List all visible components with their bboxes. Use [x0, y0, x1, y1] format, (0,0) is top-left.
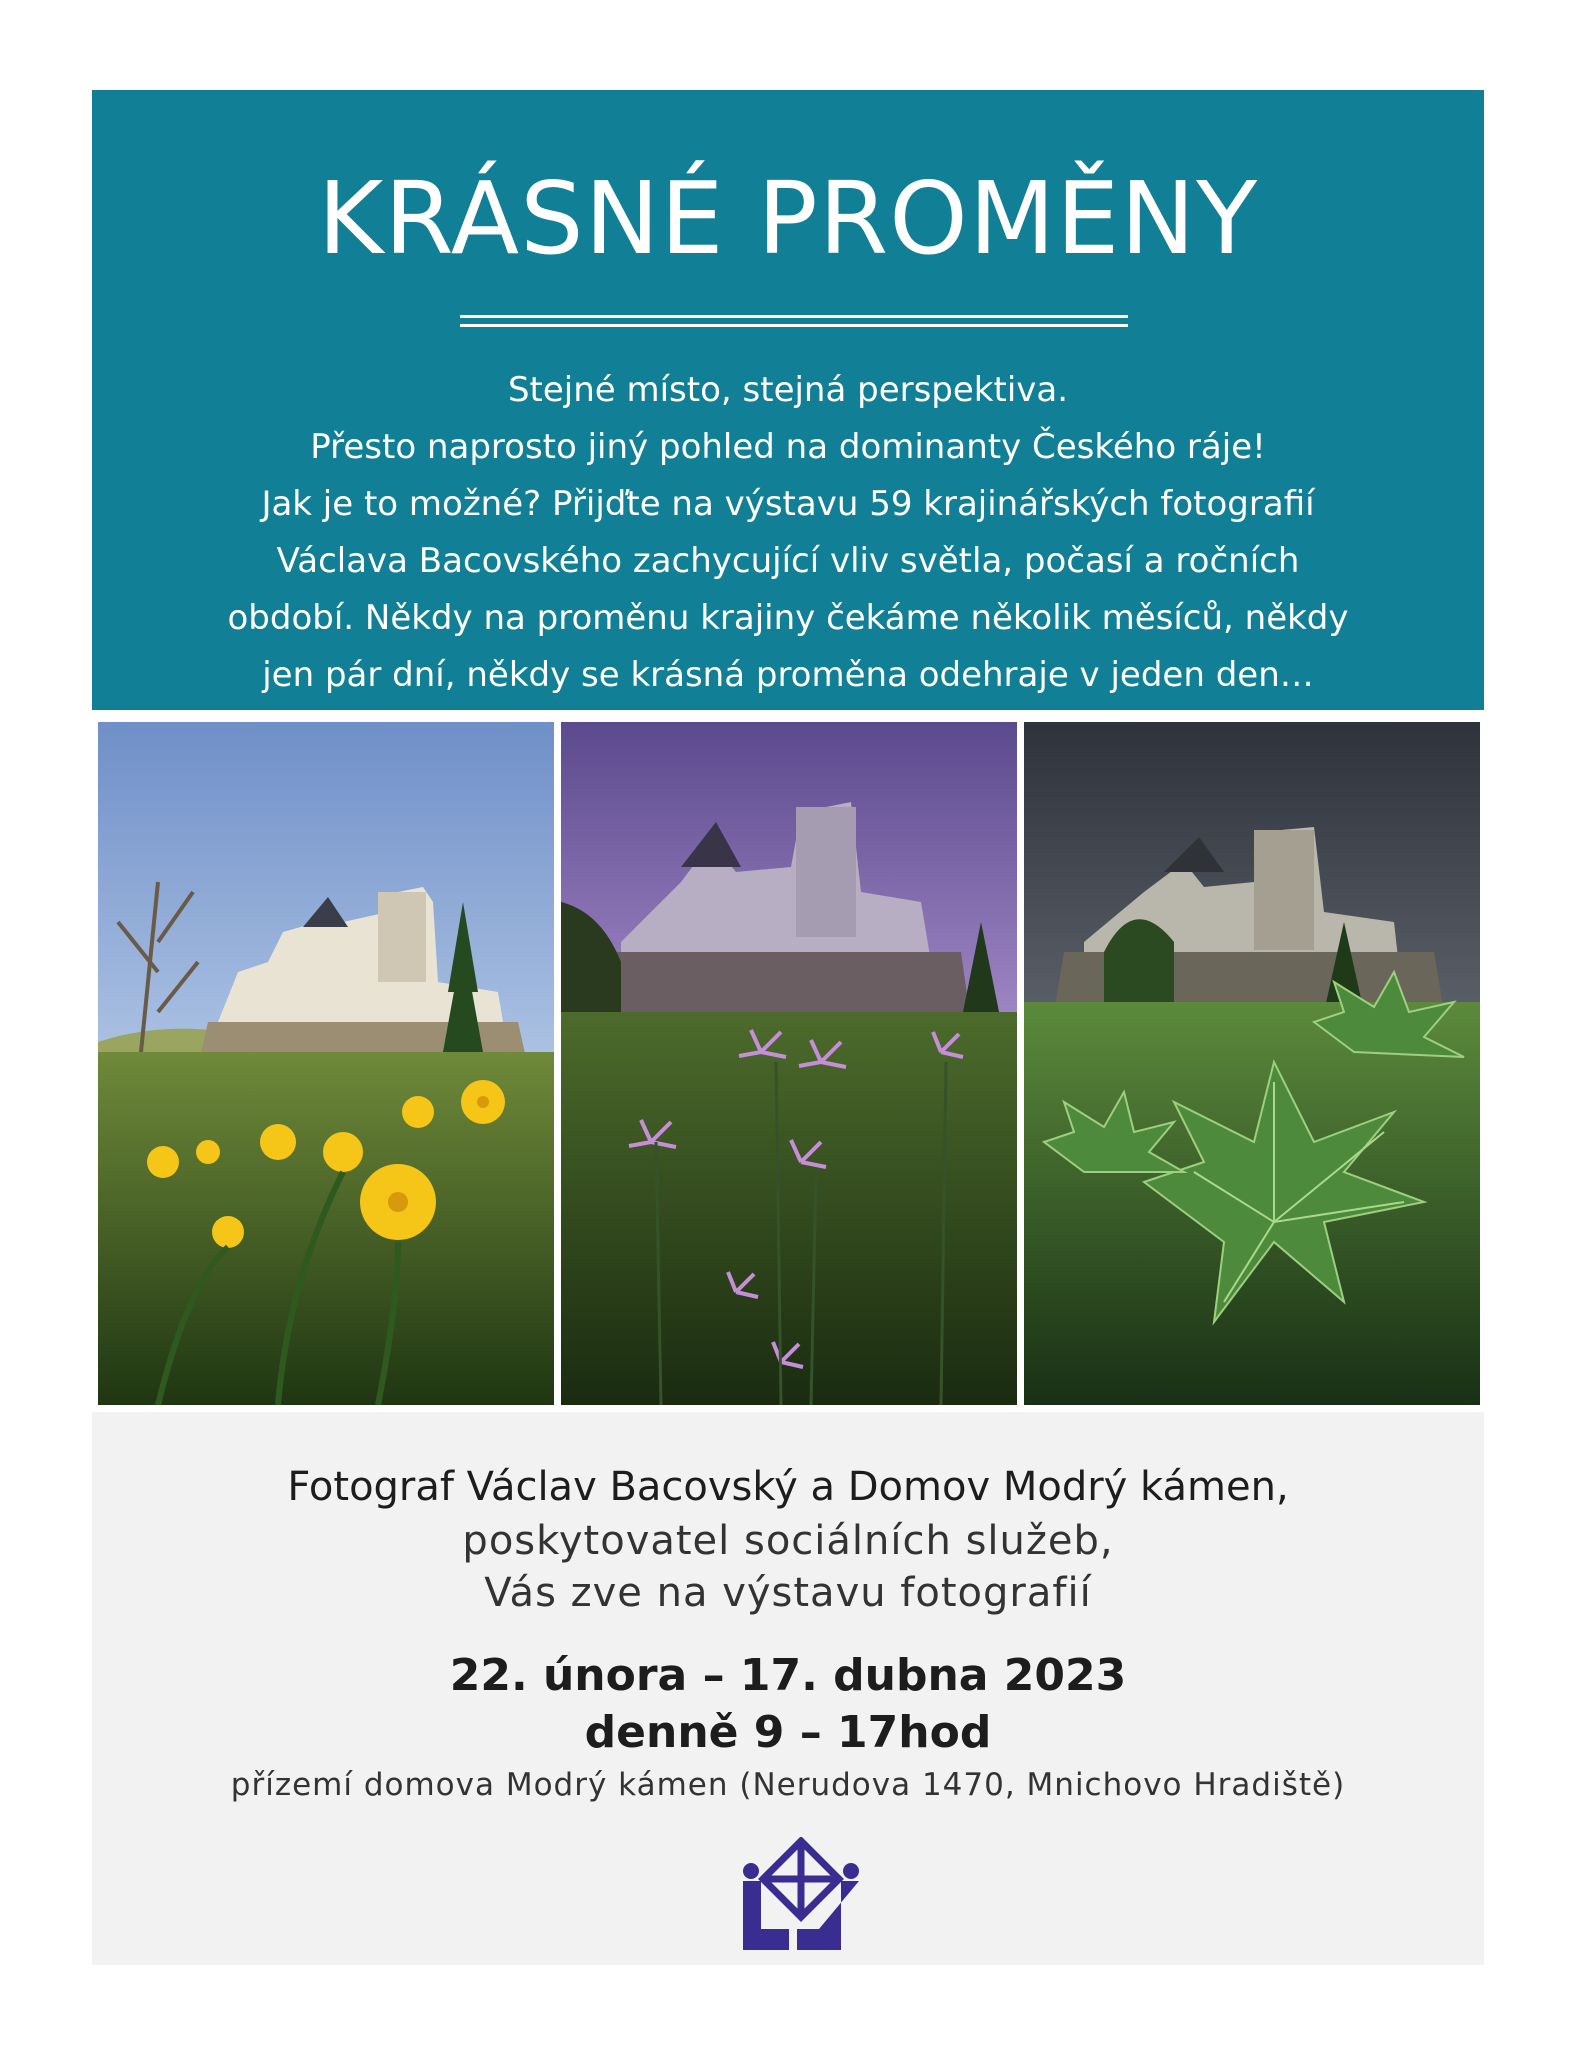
invitation-panel: [92, 1412, 1484, 1965]
page-title: KRÁSNÉ PROMĚNY: [317, 160, 1259, 277]
exhibition-dates: 22. února – 17. dubna 2023: [449, 1650, 1127, 1701]
castle-storm-green-leaves-photo: [1024, 722, 1480, 1405]
intro-line: Stejné místo, stejná perspektiva.: [507, 370, 1069, 410]
intro-line: jen pár dní, někdy se krásná proměna odehraje v jeden den…: [262, 655, 1314, 695]
provider-line: poskytovatel sociálních služeb,: [462, 1518, 1114, 1564]
intro-line: Jak je to možné? Přijďte na výstavu 59 krajinářských fotografií: [261, 484, 1315, 524]
header-banner: [92, 90, 1484, 710]
venue-address: přízemí domova Modrý kámen (Nerudova 1470, Mnichovo Hradiště): [230, 1767, 1346, 1803]
intro-text: [132, 362, 1444, 704]
organizers-name: Fotograf Václav Bacovský a Domov Modrý kámen: [287, 1464, 1276, 1510]
organizers-line: [92, 1464, 1484, 1510]
intro-line: Přesto naprosto jiný pohled na dominanty Českého ráje!: [310, 427, 1266, 467]
intro-line: Václava Bacovského zachycující vliv světla, počasí a ročních: [276, 541, 1300, 581]
castle-dusk-purple-flowers-photo: [561, 722, 1017, 1405]
title-divider-top: [460, 315, 1128, 318]
invite-line: Vás zve na výstavu fotografií: [484, 1570, 1092, 1616]
modry-kamen-logo-icon: [739, 1837, 863, 1950]
castle-spring-yellow-flowers-photo: [98, 722, 554, 1405]
organizers-comma: ,: [1275, 1464, 1289, 1510]
title-divider-bottom: [460, 324, 1128, 327]
intro-line: období. Někdy na proměnu krajiny čekáme několik měsíců, někdy: [227, 598, 1349, 638]
opening-hours: denně 9 – 17hod: [584, 1707, 992, 1758]
